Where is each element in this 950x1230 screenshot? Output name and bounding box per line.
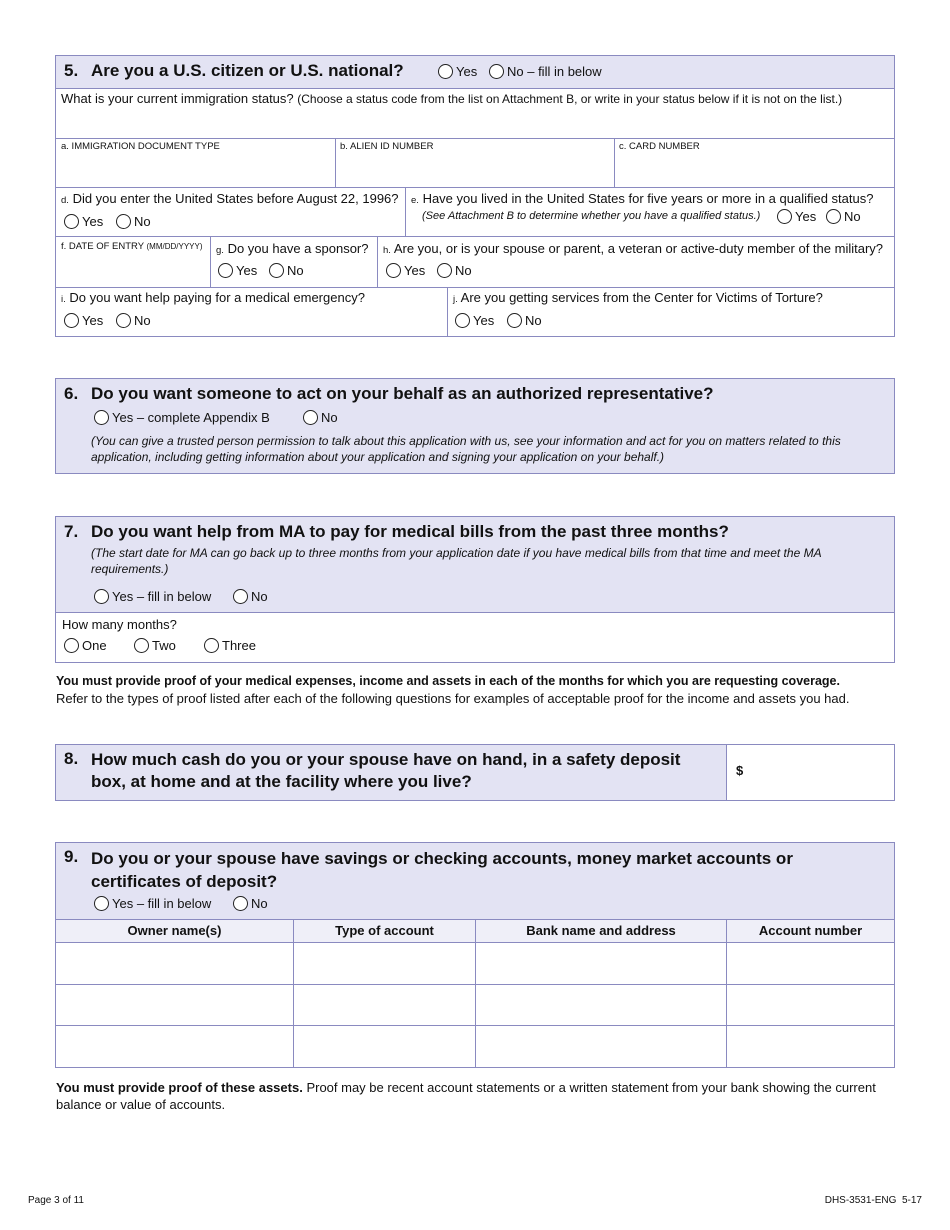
q5e-yes-option[interactable]: Yes [777,209,816,224]
q5-number: 5. [64,61,79,80]
q6-no-option[interactable]: No [303,410,338,425]
q9-proof [56,1079,896,1113]
q9-proof-bold: You must provide proof of these assets. [56,1080,303,1095]
q7-number: 7. [64,522,79,541]
row3-owner-input[interactable] [56,1026,293,1067]
col-bank-name-address: Bank name and address [526,923,676,938]
q5d-no-option[interactable]: No [116,214,151,229]
row2-account-input[interactable] [727,985,894,1025]
q7-proof-bold: You must provide proof of your medical expenses, income and assets in each of the months for which you are requesting coverage. [56,674,840,688]
card-number-field[interactable]: c. CARD NUMBER [619,141,700,152]
q8-question: How much cash do you or your spouse have on hand, in a safety deposit box, at home and at the facility where you live? [91,750,681,791]
q5-no-option[interactable] [489,64,602,79]
row1-bank-input[interactable] [476,943,726,984]
q7-yes-option[interactable]: Yes – fill in below [94,589,211,604]
q9-number: 9. [64,847,79,866]
row1-owner-input[interactable] [56,943,293,984]
q5i-yes-radio[interactable] [64,313,79,328]
row2-bank-input[interactable] [476,985,726,1025]
q9-yes-option[interactable]: Yes – fill in below [94,896,211,911]
row2-owner-input[interactable] [56,985,293,1025]
q5h-yes-radio[interactable] [386,263,401,278]
q5-yes-option[interactable] [438,64,477,79]
q6-no-radio[interactable] [303,410,318,425]
q7-no-option[interactable]: No [233,589,268,604]
q5e-yes-radio[interactable] [777,209,792,224]
row1-account-input[interactable] [727,943,894,984]
q6-note: (You can give a trusted person permission to talk about this application with us, see your information and act for you on matters related to this application, including getting information about your application and signing your application on your behalf.) [91,434,841,464]
q5e-no-radio[interactable] [826,209,841,224]
q5i-no-radio[interactable] [116,313,131,328]
q5j-yes-option[interactable]: Yes [455,313,494,328]
q7-question: Do you want help from MA to pay for medical bills from the past three months? [91,522,729,541]
q6-yes-radio[interactable] [94,410,109,425]
col-account-type: Type of account [335,923,434,938]
q5g-label: g. Do you have a sponsor? [216,241,369,256]
q5i-label: i. Do you want help paying for a medical emergency? [61,290,365,305]
q5h-no-radio[interactable] [437,263,452,278]
q5h-no-option[interactable]: No [437,263,472,278]
cash-amount-field[interactable] [727,745,894,800]
q5d-yes-radio[interactable] [64,214,79,229]
row2-type-input[interactable] [294,985,475,1025]
q5g-yes-option[interactable]: Yes [218,263,257,278]
q5h-label: h. Are you, or is your spouse or parent, a veteran or active-duty member of the military? [383,241,884,256]
q5-no-radio[interactable] [489,64,504,79]
q9-question: Do you or your spouse have savings or checking accounts, money market accounts or certificates of deposit? [91,849,793,891]
q5d-yes-option[interactable]: Yes [64,214,103,229]
immigration-status-hint: (Choose a status code from the list on Attachment B, or write in your status below if it is not on the list.) [297,92,843,106]
q5e-label: e. Have you lived in the United States for five years or more in a qualified status? [411,191,874,206]
q5h-yes-option[interactable]: Yes [386,263,425,278]
q5d-no-radio[interactable] [116,214,131,229]
q5j-yes-radio[interactable] [455,313,470,328]
q5g-no-option[interactable]: No [269,263,304,278]
months-three-option[interactable]: Three [204,638,256,653]
q5j-label: j. Are you getting services from the Center for Victims of Torture? [453,290,823,305]
months-one-radio[interactable] [64,638,79,653]
row3-account-input[interactable] [727,1026,894,1067]
row3-type-input[interactable] [294,1026,475,1067]
immigration-status-label: What is your current immigration status? [61,91,294,106]
row1-type-input[interactable] [294,943,475,984]
q9-proof-text: Proof may be recent account statements or a written statement from your bank showing the current balance or value of accounts. [56,1080,876,1112]
q7-yes-radio[interactable] [94,589,109,604]
page-number: Page 3 of 11 [28,1195,84,1206]
months-two-option[interactable]: Two [134,638,176,653]
q6-yes-option[interactable]: Yes – complete Appendix B [94,410,270,425]
q8-number: 8. [64,749,79,768]
q6-number: 6. [64,384,79,403]
q7-note: (The start date for MA can go back up to three months from your application date if you have medical bills from that time and meet the MA requirements.) [91,546,822,576]
immigration-document-type-field[interactable]: a. IMMIGRATION DOCUMENT TYPE [61,141,220,152]
col-owner-names: Owner name(s) [127,923,222,938]
row3-bank-input[interactable] [476,1026,726,1067]
months-three-radio[interactable] [204,638,219,653]
q7-proof-text: Refer to the types of proof listed after each of the following questions for examples of acceptable proof for the income and assets you had. [56,691,850,706]
q9-no-radio[interactable] [233,896,248,911]
q5i-yes-option[interactable]: Yes [64,313,103,328]
q5d-label: d. Did you enter the United States before August 22, 1996? [61,191,399,206]
q5j-no-option[interactable]: No [507,313,542,328]
q9-no-option[interactable]: No [233,896,268,911]
months-one-option[interactable]: One [64,638,107,653]
months-label: How many months? [62,617,177,632]
q5j-no-radio[interactable] [507,313,522,328]
q5-yes-label: Yes [456,64,478,79]
months-two-radio[interactable] [134,638,149,653]
q5-yes-radio[interactable] [438,64,453,79]
form-id: DHS-3531-ENG 5-17 [824,1195,922,1206]
currency-symbol: $ [736,763,744,778]
q6-question: Do you want someone to act on your behalf as an authorized representative? [91,384,714,403]
date-of-entry-field[interactable]: f. DATE OF ENTRY (MM/DD/YYYY) [61,241,203,252]
q5e-no-option[interactable]: No [826,209,861,224]
q5i-no-option[interactable]: No [116,313,151,328]
alien-id-number-field[interactable]: b. ALIEN ID NUMBER [340,141,434,152]
q5-no-label: No – fill in below [507,64,602,79]
q7-no-radio[interactable] [233,589,248,604]
immigration-status-field[interactable] [61,91,842,106]
q5e-hint: (See Attachment B to determine whether you have a qualified status.) [422,210,761,222]
q5g-yes-radio[interactable] [218,263,233,278]
q5g-no-radio[interactable] [269,263,284,278]
q9-yes-radio[interactable] [94,896,109,911]
q5-question: Are you a U.S. citizen or U.S. national? [91,61,404,80]
col-account-number: Account number [758,923,863,938]
